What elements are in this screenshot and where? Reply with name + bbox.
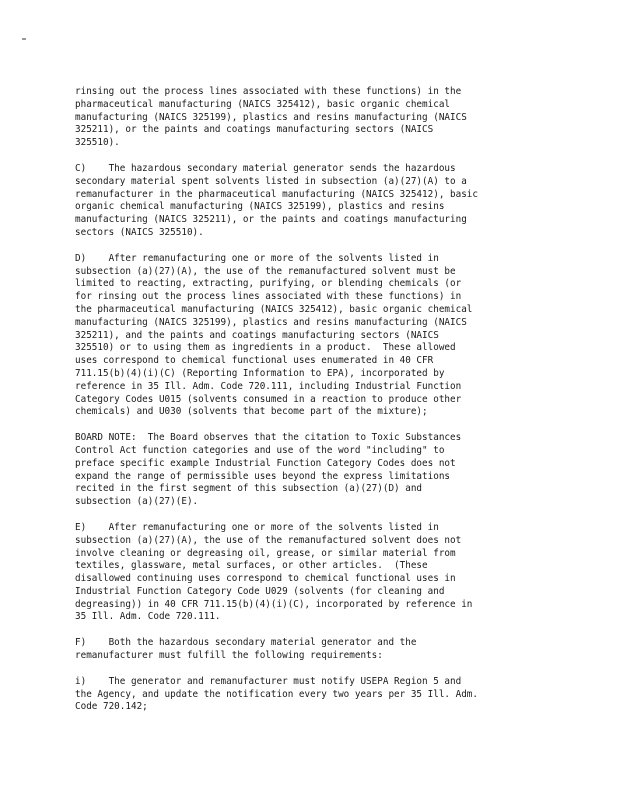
text-line: E) After remanufacturing one or more of the solvents listed in: [75, 521, 439, 533]
text-line: the pharmaceutical manufacturing (NAICS 325412), basic organic chemical: [75, 303, 473, 315]
paragraph-continuation: [75, 86, 535, 150]
text-line: limited to reacting, extracting, purifying, or blending chemicals (or: [75, 278, 462, 290]
text-line: 35 Ill. Adm. Code 720.111.: [75, 611, 221, 623]
text-line: F) Both the hazardous secondary material generator and the: [75, 637, 417, 649]
text-line: Industrial Function Category Code U029 (solvents (for cleaning and: [75, 585, 445, 597]
text-line: subsection (a)(27)(A), the use of the remanufactured solvent does not: [75, 534, 462, 546]
paragraph-gap: [75, 624, 535, 637]
paragraph-e: [75, 522, 535, 624]
text-line: subsection (a)(27)(A), the use of the remanufactured solvent must be: [75, 265, 456, 277]
paragraph-d: [75, 253, 535, 419]
text-line: disallowed continuing uses correspond to chemical functional uses in: [75, 573, 456, 585]
paragraph-i: [75, 676, 535, 714]
text-line: preface specific example Industrial Function Category Codes does not: [75, 457, 456, 469]
text-line: sectors (NAICS 325510).: [75, 226, 204, 238]
text-line: D) After remanufacturing one or more of the solvents listed in: [75, 252, 439, 264]
paragraph-gap: [75, 419, 535, 432]
scan-speck: [22, 38, 26, 40]
paragraph-gap: [75, 663, 535, 676]
text-line: rinsing out the process lines associated with these functions) in the: [75, 86, 462, 97]
text-line: the Agency, and update the notification every two years per 35 Ill. Adm.: [75, 688, 478, 700]
text-line: remanufacturer in the pharmaceutical manufacturing (NAICS 325412), basic: [75, 188, 478, 200]
text-line: chemicals) and U030 (solvents that become part of the mixture);: [75, 406, 428, 418]
paragraph-f: [75, 637, 535, 663]
paragraph-c: [75, 163, 535, 240]
text-line: subsection (a)(27)(E).: [75, 496, 199, 508]
text-line: expand the range of permissible uses beyond the express limitations: [75, 470, 451, 482]
text-line: 711.15(b)(4)(i)(C) (Reporting Information to EPA), incorporated by: [75, 367, 445, 379]
text-line: involve cleaning or degreasing oil, grease, or similar material from: [75, 547, 456, 559]
text-line: recited in the first segment of this subsection (a)(27)(D) and: [75, 483, 423, 495]
text-line: manufacturing (NAICS 325199), plastics and resins manufacturing (NAICS: [75, 316, 467, 328]
text-line: manufacturing (NAICS 325199), plastics and resins manufacturing (NAICS: [75, 111, 467, 123]
text-line: 325510) or to using them as ingredients in a product. These allowed: [75, 342, 456, 354]
text-line: pharmaceutical manufacturing (NAICS 325412), basic organic chemical: [75, 98, 451, 110]
text-line: manufacturing (NAICS 325211), or the paints and coatings manufacturing: [75, 214, 467, 226]
paragraph-board-note: [75, 432, 535, 509]
text-line: secondary material spent solvents listed in subsection (a)(27)(A) to a: [75, 175, 467, 187]
text-line: Control Act function categories and use of the word "including" to: [75, 444, 445, 456]
text-line: remanufacturer must fulfill the following requirements:: [75, 650, 383, 662]
paragraph-gap: [75, 150, 535, 163]
text-line: C) The hazardous secondary material generator sends the hazardous: [75, 162, 456, 174]
text-line: Category Codes U015 (solvents consumed in a reaction to produce other: [75, 393, 462, 405]
paragraph-gap: [75, 240, 535, 253]
text-line: 325510).: [75, 137, 120, 149]
text-line: BOARD NOTE: The Board observes that the citation to Toxic Substances: [75, 432, 462, 444]
text-line: reference in 35 Ill. Adm. Code 720.111, including Industrial Function: [75, 380, 462, 392]
text-line: Code 720.142;: [75, 701, 148, 713]
text-line: i) The generator and remanufacturer must notify USEPA Region 5 and: [75, 675, 462, 687]
document-body: [75, 86, 535, 714]
text-line: textiles, glassware, metal surfaces, or other articles. (These: [75, 560, 428, 572]
text-line: uses correspond to chemical functional uses enumerated in 40 CFR: [75, 355, 434, 367]
text-line: 325211), and the paints and coatings manufacturing sectors (NAICS: [75, 329, 439, 341]
text-line: organic chemical manufacturing (NAICS 325199), plastics and resins: [75, 201, 445, 213]
text-line: degreasing)) in 40 CFR 711.15(b)(4)(i)(C), incorporated by reference in: [75, 598, 473, 610]
paragraph-gap: [75, 509, 535, 522]
text-line: for rinsing out the process lines associated with these functions) in: [75, 291, 462, 303]
text-line: 325211), or the paints and coatings manufacturing sectors (NAICS: [75, 124, 434, 136]
